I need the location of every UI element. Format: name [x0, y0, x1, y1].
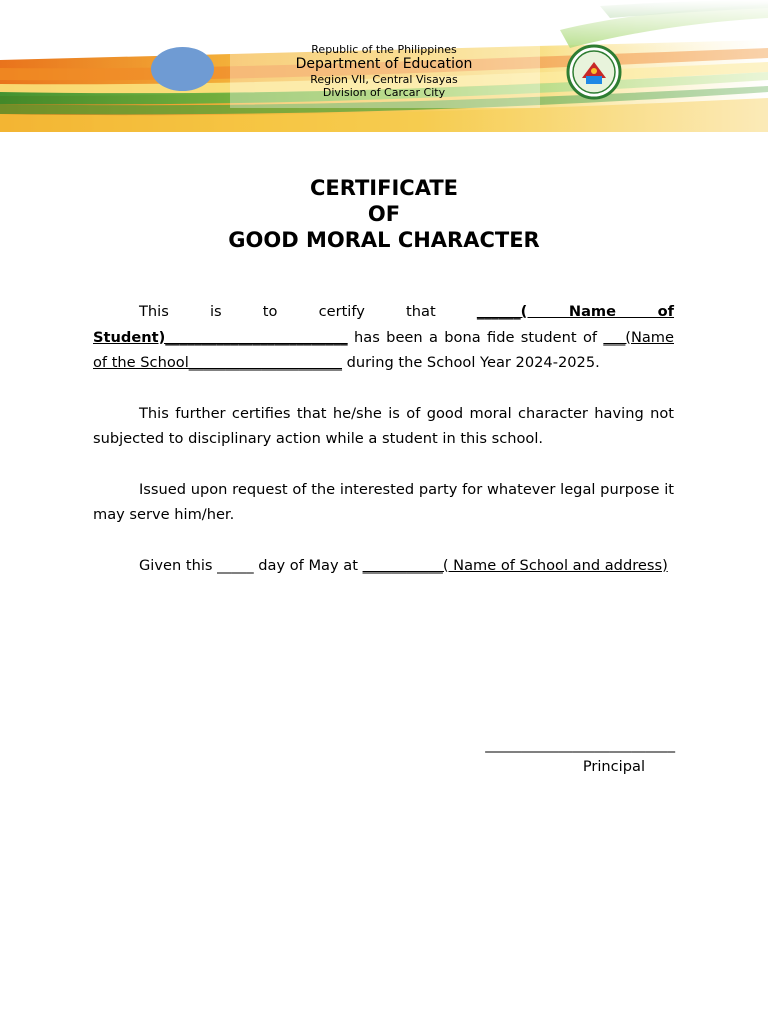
student-name-blank: ______( Name of Student)_________________________ — [93, 303, 675, 346]
given-date-text: Given this _____ day of May at — [139, 556, 363, 574]
bona-fide-text: has been a bona fide student of — [347, 328, 604, 346]
agency-header — [234, 43, 534, 99]
division-name: Division of Carcar City — [322, 86, 446, 100]
school-address-blank: ___________( Name of School and address) — [362, 556, 668, 574]
region-name: Region VII, Central Visayas — [310, 72, 458, 86]
deped-seal-icon — [565, 44, 623, 100]
principal-label: Principal — [582, 758, 645, 775]
title-line-3: GOOD MORAL CHARACTER — [228, 228, 540, 252]
certification-paragraph — [93, 299, 674, 376]
given-paragraph — [93, 553, 674, 579]
intro-text: This is to certify that — [139, 303, 477, 320]
school-name-blank: ___(Name of the School_____________________ — [93, 328, 674, 371]
certificate-body — [93, 299, 674, 603]
title-line-2: OF — [367, 202, 401, 226]
title-line-1: CERTIFICATE — [310, 176, 458, 200]
country-name: Republic of the Philippines — [311, 43, 457, 56]
department-name: Department of Education — [295, 56, 473, 73]
certificate-title — [0, 175, 768, 253]
signature-line: __________________________ — [485, 736, 675, 753]
moral-character-paragraph: This further certifies that he/she is of good moral character having not subjected to disciplinary action while a student in this school. — [93, 404, 674, 447]
oval-logo — [151, 47, 214, 91]
signature-block — [458, 734, 675, 778]
purpose-paragraph: Issued upon request of the interested party for whatever legal purpose it may serve him/her. — [93, 480, 674, 523]
school-year-text: during the School Year 2024-2025. — [341, 354, 600, 371]
